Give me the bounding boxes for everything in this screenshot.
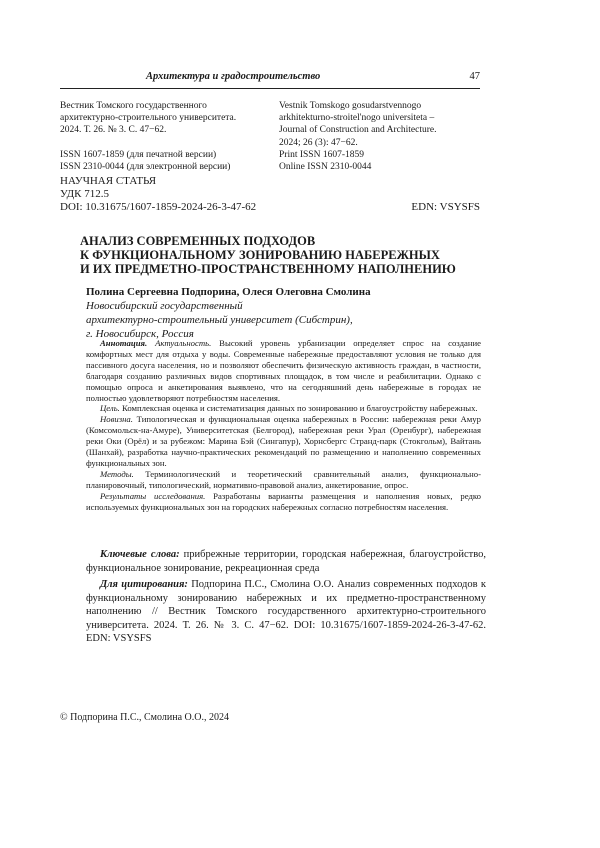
novelty-label: Новизна. — [100, 414, 133, 425]
relevance-label: Актуальность. — [155, 338, 212, 348]
affiliation-line: архитектурно-строительный университет (Сибстрин), — [86, 314, 353, 326]
journal-en-line: 2024; 26 (3): 47−62. — [279, 137, 358, 148]
authors-block — [86, 285, 371, 341]
abstract-results — [86, 491, 481, 513]
journal-ru-line: Вестник Томского государственного — [60, 101, 207, 111]
edn: EDN: VSYSFS — [411, 200, 480, 213]
issn-print-ru: ISSN 1607-1859 (для печатной версии) — [60, 149, 217, 160]
copyright: © Подпорина П.С., Смолина О.О., 2024 — [60, 712, 229, 723]
issn-print-en: Print ISSN 1607-1859 — [279, 149, 364, 160]
article-type: НАУЧНАЯ СТАТЬЯ — [60, 175, 157, 187]
results-text: Разработаны варианты размещения и наполнения новых, редко используемых функциональных зон на городских набережных согласно потребностям населения. — [86, 490, 481, 512]
relevance-text: Высокий уровень урбанизации определяет спрос на создание комфортных мест для отдыха у воды. Современные набережные предоставляют условия не только для пассивного досуга населения, но и позволяют обеспечить физическую активность граждан, в частности, благодаря созданию различных видов спортивных площадок, в том числе и реабилитации. Однако с помощью опроса и анкетирования выявлено, что на сегодняшний день набережные в городах не полностью удовлетворяют потребностям населения. — [86, 338, 481, 403]
goal-label: Цель. — [100, 403, 120, 414]
title-line: АНАЛИЗ СОВРЕМЕННЫХ ПОДХОДОВ — [80, 234, 316, 248]
journal-info-en — [279, 100, 489, 173]
article-meta — [60, 175, 480, 213]
title-line: И ИХ ПРЕДМЕТНО-ПРОСТРАНСТВЕННОМУ НАПОЛНЕНИЮ — [80, 262, 456, 277]
abstract-methods — [86, 469, 481, 491]
citation — [86, 578, 486, 646]
abstract-label: Аннотация. — [100, 338, 148, 348]
keywords-label: Ключевые слова: — [100, 549, 180, 560]
abstract — [86, 338, 481, 513]
journal-en-line: Vestnik Tomskogo gosudarstvennogo — [279, 101, 422, 111]
page-number: 47 — [469, 71, 480, 82]
keywords-text: прибрежные территории, городская набережная, благоустройство, функциональное зонирование, рекреационная среда — [86, 549, 486, 574]
citation-label: Для цитирования: — [100, 579, 188, 590]
goal-text: Комплексная оценка и систематизация данных по зонированию и благоустройству набережных. — [119, 403, 478, 414]
title-line: К ФУНКЦИОНАЛЬНОМУ ЗОНИРОВАНИЮ НАБЕРЕЖНЫХ — [80, 248, 440, 263]
running-title: Архитектура и градостроительство — [146, 71, 321, 82]
methods-label: Методы. — [100, 468, 134, 479]
affiliation-line: Новосибирский государственный — [86, 300, 243, 312]
journal-en-line: Journal of Construction and Architecture. — [279, 125, 437, 136]
novelty-text: Типологическая и функциональная оценка набережных в России: набережная реки Амур (Комсомольск-на-Амуре), Университетская (Белгород), набережная реки Урал (Оренбург), набережная реки Оки (Орёл) и за рубежом: Марина Бэй (Сингапур), Хорнсбергс Странд-парк (Стокгольм), Вайтань (Шанхай), разработка научно-практических рекомендаций по размещению и наполнению современных функциональных зон. — [86, 414, 481, 468]
doi: DOI: 10.31675/1607-1859-2024-26-3-47-62 — [60, 200, 257, 213]
methods-text: Терминологический и теоретический сравнительный анализ, функционально-планировочный, типологический, нормативно-правовой анализ, анкетирование, опрос. — [86, 468, 481, 490]
affiliation-line: г. Новосибирск, Россия — [86, 328, 194, 340]
journal-en-line: arkhitekturno-stroitel'nogo universiteta – — [279, 113, 435, 124]
keywords — [86, 548, 486, 575]
abstract-novelty — [86, 414, 481, 469]
running-header — [60, 70, 480, 89]
issn-online-ru: ISSN 2310-0044 (для электронной версии) — [60, 161, 231, 172]
journal-ru-line: архитектурно-строительного университета. — [60, 113, 237, 124]
results-label: Результаты исследования. — [100, 490, 206, 501]
author-names: Полина Сергеевна Подпорина, Олеся Олеговна Смолина — [86, 286, 371, 298]
abstract-relevance — [86, 338, 481, 403]
udc: УДК 712.5 — [60, 187, 110, 200]
citation-text: Подпорина П.С., Смолина О.О. Анализ современных подходов к функциональному зонированию набережных и их предметно-пространственному наполнению // Вестник Томского государственного архитектурно-строительного университета. 2024. Т. 26. № 3. С. 47−62. DOI: 10.31675/1607-1859-2024-26-3-47-62. EDN: VSYSFS — [86, 579, 486, 645]
article-title — [80, 234, 490, 277]
abstract-goal — [86, 403, 481, 414]
journal-ru-line: 2024. Т. 26. № 3. С. 47−62. — [60, 125, 167, 136]
journal-info-ru — [60, 100, 275, 173]
issn-online-en: Online ISSN 2310-0044 — [279, 162, 372, 173]
